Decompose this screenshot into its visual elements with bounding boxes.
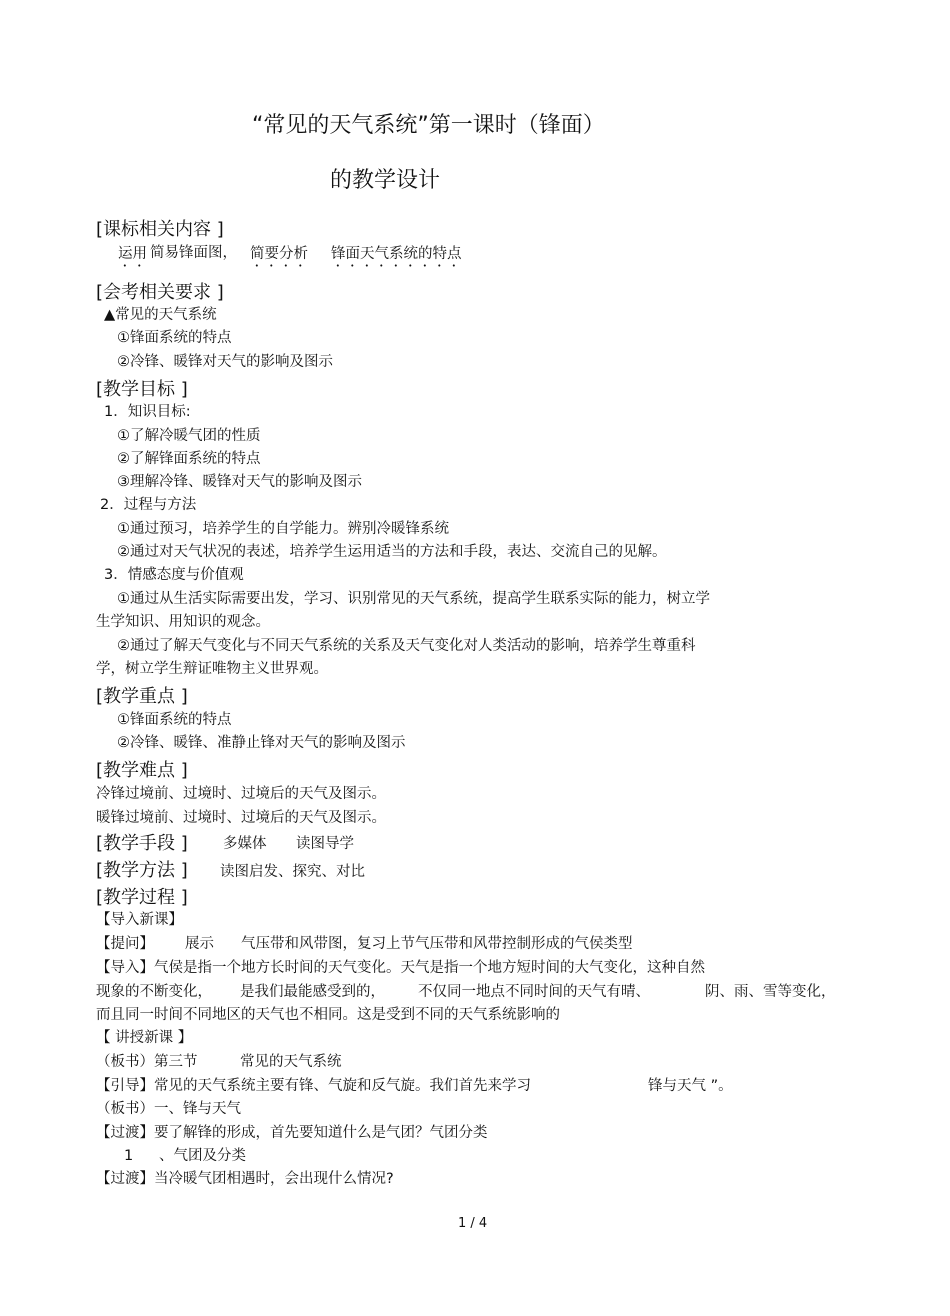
process-lead-line3: 而且同一时间不同地区的天气也不相同。这是受到不同的天气系统影响的 [96, 1007, 560, 1023]
process-ask-a: 【提问】 [96, 936, 154, 952]
goal-line: ③理解冷锋、暖锋对天气的影响及图示 [117, 474, 362, 490]
section-heading-key: [教学重点 ] [96, 686, 188, 707]
section-heading-means: [教学手段 ] [96, 833, 188, 854]
process-ask-b: 展示 [185, 936, 214, 952]
process-lead-line2-b: 是我们最能感受到的， [240, 984, 385, 1000]
goal-line: 3．情感态度与价值观 [104, 567, 244, 583]
means-text-a: 多媒体 [223, 836, 267, 852]
difficult-item: 冷锋过境前、过境时、过境后的天气及图示。 [96, 786, 386, 802]
process-board2: （板书）一、锋与天气 [96, 1101, 241, 1117]
key-item: ②冷锋、暖锋、准静止锋对天气的影响及图示 [117, 735, 406, 751]
process-lead-line1: 【导入】气侯是指一个地方长时间的天气变化。天气是指一个地方短时间的大气变化，这种自然 [96, 960, 705, 976]
section-heading-goals: [教学目标 ] [96, 379, 188, 400]
document-title-line2: 的教学设计 [330, 168, 441, 193]
process-teach: 【 讲授新课 】 [96, 1030, 193, 1046]
process-ask-c: 气压带和风带图，复习上节气压带和风带控制形成的气侯类型 [241, 936, 633, 952]
curriculum-text-b: 简易锋面图， [150, 245, 237, 261]
process-item1-number: 1 [124, 1148, 134, 1164]
goal-line: ②了解锋面系统的特点 [117, 451, 261, 467]
goal-line: ②通过对天气状况的表述，培养学生运用适当的方法和手段，表达、交流自己的见解。 [117, 544, 667, 560]
means-text-b: 读图导学 [296, 836, 354, 852]
section-heading-process: [教学过程 ] [96, 887, 188, 908]
exam-item: ▲常见的天气系统 [104, 307, 217, 323]
page-number: 1 / 4 [458, 1216, 488, 1231]
method-text: 读图启发、探究、对比 [220, 864, 365, 880]
process-lead-line2-a: 现象的不断变化， [96, 984, 212, 1000]
curriculum-text-d: 锋面天气系统的特点 [331, 246, 462, 262]
section-heading-method: [教学方法 ] [96, 860, 188, 881]
process-lead-line2-d: 阴、雨、雪等变化， [705, 984, 836, 1000]
curriculum-text-a: 运用 [118, 246, 147, 262]
goal-line: 学，树立学生辩证唯物主义世界观。 [96, 661, 328, 677]
process-transition2: 【过渡】当冷暖气团相遇时，会出现什么情况? [96, 1171, 394, 1187]
goal-line: ②通过了解天气变化与不同天气系统的关系及天气变化对人类活动的影响，培养学生尊重科 [117, 638, 696, 654]
goal-line: 1．知识目标: [104, 404, 191, 420]
section-heading-curriculum: [课标相关内容 ] [96, 219, 224, 240]
section-heading-exam: [会考相关要求 ] [96, 282, 224, 303]
section-heading-difficult: [教学难点 ] [96, 760, 188, 781]
curriculum-text-c: 简要分析 [250, 246, 308, 262]
process-item1-text: 、气团及分类 [159, 1148, 246, 1164]
exam-item: ①锋面系统的特点 [117, 330, 232, 346]
exam-item: ②冷锋、暖锋对天气的影响及图示 [117, 354, 333, 370]
process-guide-a: 【引导】常见的天气系统主要有锋、气旋和反气旋。我们首先来学习 [96, 1078, 531, 1094]
difficult-item: 暖锋过境前、过境时、过境后的天气及图示。 [96, 810, 386, 826]
process-transition1: 【过渡】要了解锋的形成，首先要知道什么是气团？气团分类 [96, 1125, 488, 1141]
process-intro: 【导入新课】 [96, 912, 183, 928]
process-guide-b: 锋与天气 ”。 [648, 1078, 733, 1094]
goal-line: 2．过程与方法 [100, 497, 197, 513]
goal-line: ①了解冷暖气团的性质 [117, 428, 261, 444]
process-board1-b: 常见的天气系统 [240, 1054, 342, 1070]
goal-line: ①通过预习，培养学生的自学能力。辨别冷暖锋系统 [117, 521, 449, 537]
document-title-line1: “常见的天气系统”第一课时（锋面） [252, 113, 605, 138]
key-item: ①锋面系统的特点 [117, 712, 232, 728]
goal-line: ①通过从生活实际需要出发，学习、识别常见的天气系统，提高学生联系实际的能力，树立学 [117, 591, 710, 607]
process-board1-a: （板书）第三节 [96, 1054, 198, 1070]
process-lead-line2-c: 不仅同一地点不同时间的天气有晴、 [418, 984, 650, 1000]
goal-line: 生学知识、用知识的观念。 [96, 614, 270, 630]
